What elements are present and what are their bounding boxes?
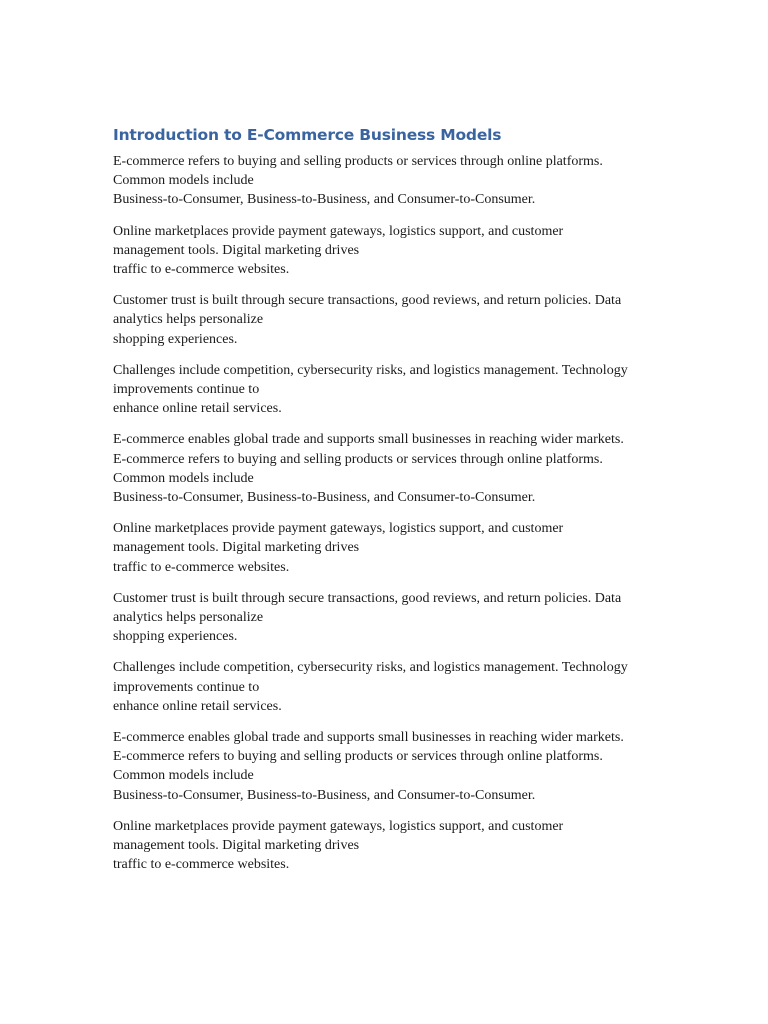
paragraph-line: shopping experiences. — [113, 331, 238, 347]
paragraph-line: Online marketplaces provide payment gateways, logistics support, and customer — [113, 818, 564, 834]
paragraph-line: analytics helps personalize — [113, 610, 264, 626]
paragraph-line: traffic to e-commerce websites. — [113, 262, 290, 278]
paragraph-line: E-commerce enables global trade and supports small businesses in reaching wider markets. — [113, 432, 624, 448]
paragraph-line: E-commerce enables global trade and supports small businesses in reaching wider markets. — [113, 730, 624, 746]
paragraph-line: Business-to-Consumer, Business-to-Business, and Consumer-to-Consumer. — [113, 787, 536, 803]
paragraph-line: Online marketplaces provide payment gateways, logistics support, and customer — [113, 521, 564, 537]
paragraph-line: Common models include — [113, 768, 254, 784]
paragraph-line: traffic to e-commerce websites. — [113, 559, 290, 575]
paragraph-line: Common models include — [113, 173, 254, 189]
paragraph-line: Common models include — [113, 470, 254, 486]
paragraph-line: E-commerce refers to buying and selling products or services through online platforms. — [113, 451, 603, 467]
paragraph-line: Challenges include competition, cybersecurity risks, and logistics management. Technology — [113, 362, 628, 378]
paragraph-line: improvements continue to — [113, 679, 260, 695]
paragraph-line: Business-to-Consumer, Business-to-Business, and Consumer-to-Consumer. — [113, 192, 536, 208]
document-title: Introduction to E-Commerce Business Models — [113, 126, 502, 144]
paragraph-line: Online marketplaces provide payment gateways, logistics support, and customer — [113, 223, 564, 239]
paragraph — [113, 152, 673, 210]
paragraph-line: management tools. Digital marketing drives — [113, 540, 360, 556]
paragraph-line: E-commerce refers to buying and selling products or services through online platforms. — [113, 154, 603, 169]
paragraph — [113, 658, 673, 716]
paragraph-line: E-commerce refers to buying and selling products or services through online platforms. — [113, 749, 603, 765]
paragraph-line: shopping experiences. — [113, 629, 238, 645]
paragraph — [113, 817, 673, 875]
paragraph-line: enhance online retail services. — [113, 698, 282, 714]
paragraph-line: improvements continue to — [113, 382, 260, 398]
paragraph — [113, 589, 673, 647]
paragraph — [113, 291, 673, 349]
paragraph — [113, 430, 673, 507]
paragraph-list — [113, 152, 673, 875]
paragraph-line: Customer trust is built through secure transactions, good reviews, and return policies. Data — [113, 590, 622, 606]
paragraph-line: management tools. Digital marketing drives — [113, 242, 360, 258]
paragraph-line: Customer trust is built through secure transactions, good reviews, and return policies. Data — [113, 293, 622, 309]
paragraph-line: analytics helps personalize — [113, 312, 264, 328]
paragraph — [113, 728, 673, 805]
paragraph — [113, 222, 673, 280]
paragraph-line: Business-to-Consumer, Business-to-Business, and Consumer-to-Consumer. — [113, 490, 536, 506]
paragraph-line: enhance online retail services. — [113, 401, 282, 417]
paragraph — [113, 519, 673, 577]
paragraph-line: traffic to e-commerce websites. — [113, 857, 290, 873]
paragraph — [113, 361, 673, 419]
paragraph-line: Challenges include competition, cybersecurity risks, and logistics management. Technology — [113, 660, 628, 676]
paragraph-line: management tools. Digital marketing drives — [113, 838, 360, 854]
document-body — [113, 124, 673, 887]
